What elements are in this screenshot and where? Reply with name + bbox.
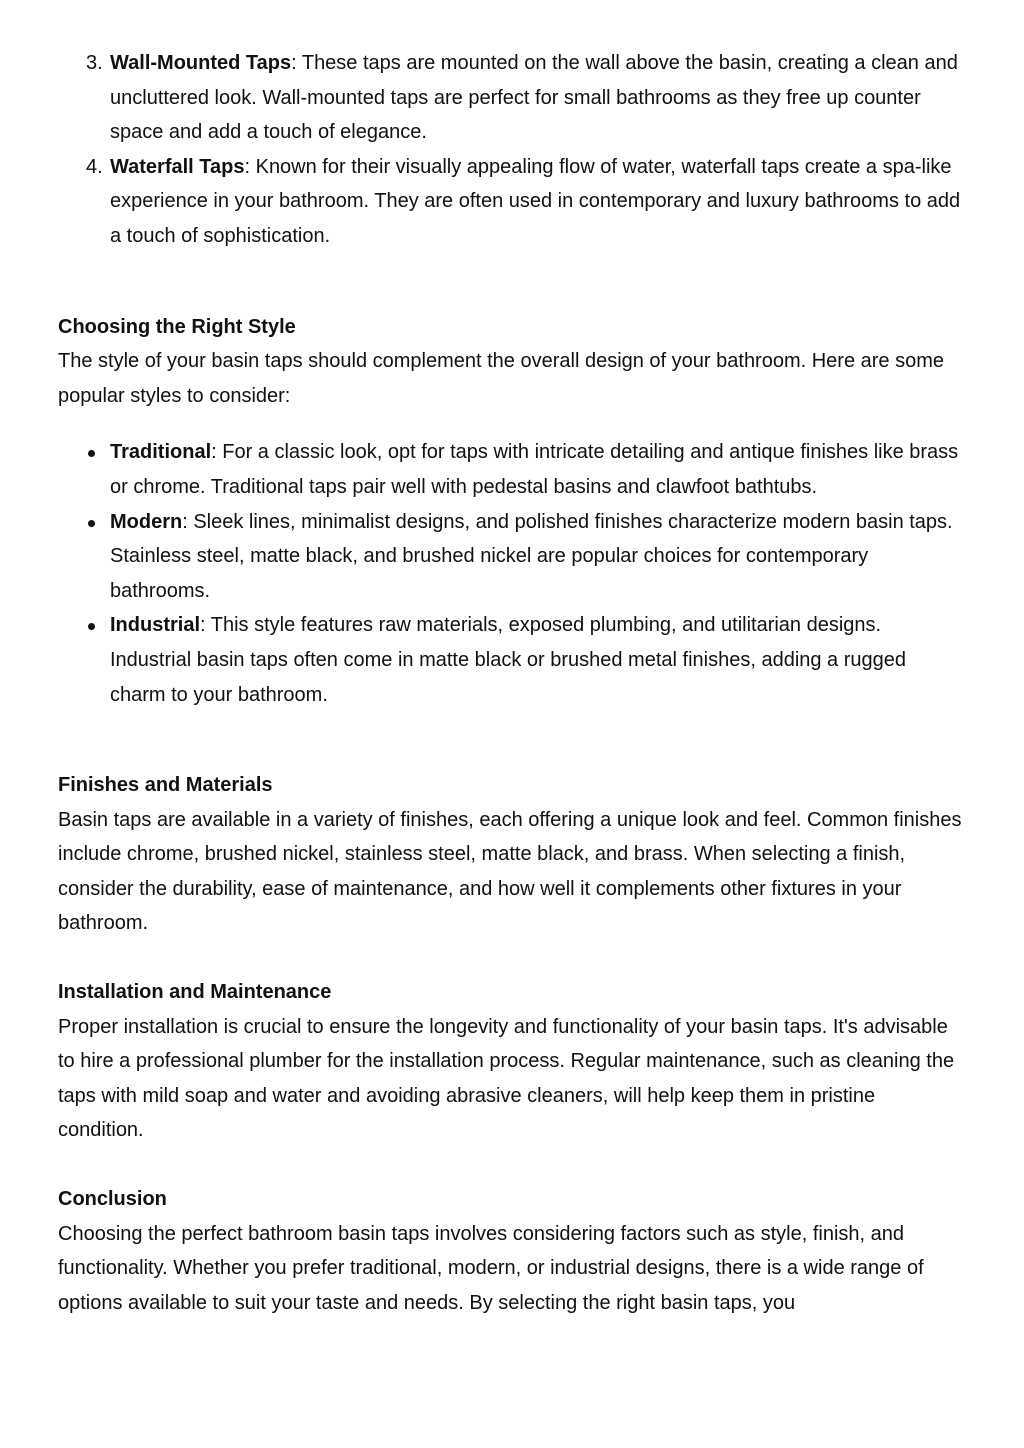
list-item-text: : For a classic look, opt for taps with intricate detailing and antique finishes like brass or chrome. Traditional taps pair well with pedestal basins and clawfoot bathtubs.: [110, 441, 959, 498]
section-heading: Conclusion: [58, 1188, 167, 1211]
list-item: [110, 608, 966, 712]
list-item-text: : Known for their visually appealing flow of water, waterfall taps create a spa-like experience in your bathroom. They are often used in contemporary and luxury bathrooms to add a touch of sophistication.: [110, 155, 961, 247]
bullet-icon: [88, 450, 95, 457]
list-item-text: : This style features raw materials, exposed plumbing, and utilitarian designs. Industrial basin taps often come in matte black or brushed metal finishes, adding a rugged charm to your bathroom.: [110, 614, 907, 706]
finishes-section: [58, 768, 966, 941]
installation-section: [58, 975, 966, 1148]
bullet-icon: [88, 623, 95, 630]
list-item-term: Industrial: [110, 614, 201, 637]
list-item-term: Waterfall Taps: [110, 155, 245, 178]
conclusion-section: [58, 1182, 966, 1320]
list-item-text: : Sleek lines, minimalist designs, and polished finishes characterize modern basin taps. Stainless steel, matte black, and brushed nickel are popular choices for contemporary bathrooms.: [110, 510, 953, 602]
section-heading: Finishes and Materials: [58, 774, 273, 797]
section-body: Choosing the perfect bathroom basin taps involves considering factors such as style, finish, and functionality. Whether you prefer traditional, modern, or industrial designs, there is a wide range of options available to suit your taste and needs. By selecting the right basin taps, you: [58, 1222, 924, 1314]
style-list: [58, 435, 966, 712]
list-item: [86, 150, 966, 254]
section-intro: The style of your basin taps should complement the overall design of your bathroom. Here are some popular styles to consider:: [58, 350, 945, 407]
list-item-text: : These taps are mounted on the wall above the basin, creating a clean and uncluttered look. Wall-mounted taps are perfect for small bathrooms as they free up counter space and add a touch of elegance.: [110, 52, 958, 144]
style-section: [58, 310, 966, 713]
list-item-term: Modern: [110, 510, 183, 533]
section-body: Basin taps are available in a variety of finishes, each offering a unique look and feel. Common finishes include chrome, brushed nickel, stainless steel, matte black, and brass. When selecting a finish, consider the durability, ease of maintenance, and how well it complements other fixtures in your bathroom.: [58, 808, 962, 935]
section-heading: Choosing the Right Style: [58, 315, 296, 338]
list-item-term: Wall-Mounted Taps: [110, 52, 292, 74]
bullet-icon: [88, 520, 95, 527]
list-number: 3.: [86, 52, 103, 74]
section-heading: Installation and Maintenance: [58, 981, 332, 1004]
section-body: Proper installation is crucial to ensure the longevity and functionality of your basin taps. It's advisable to hire a professional plumber for the installation process. Regular maintenance, such as cleaning the taps with mild soap and water and avoiding abrasive cleaners, will help keep them in pristine condition.: [58, 1015, 955, 1142]
list-item: [110, 435, 966, 504]
list-item-term: Traditional: [110, 441, 212, 464]
tap-types-list: [58, 46, 966, 254]
list-item: [86, 46, 966, 150]
list-number: 4.: [86, 155, 103, 178]
list-item: [110, 505, 966, 609]
